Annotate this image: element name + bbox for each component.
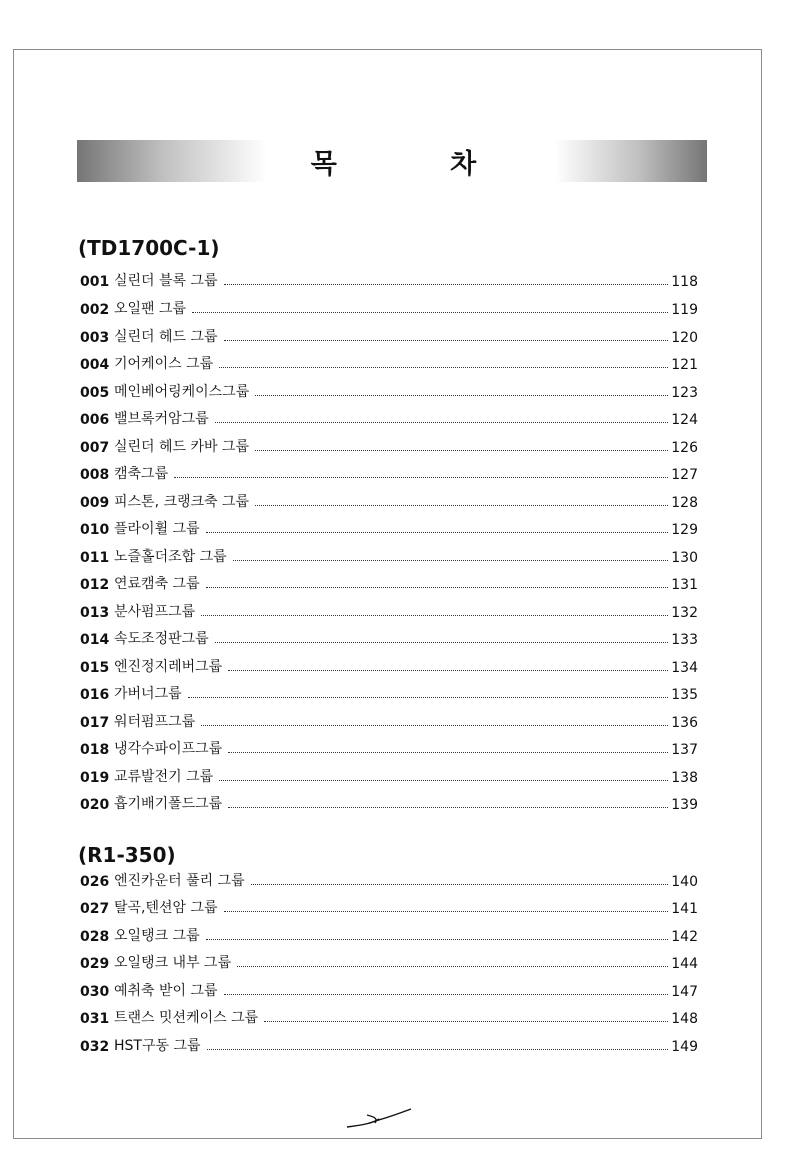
section-heading-td1700c: (TD1700C-1): [78, 236, 220, 260]
entry-page: 119: [671, 302, 698, 318]
toc-entry[interactable]: [80, 1033, 698, 1055]
entry-number: 028: [80, 929, 110, 945]
entry-title: 실린더 헤드 그룹: [114, 329, 218, 345]
entry-title: 교류발전기 그룹: [114, 769, 214, 785]
entry-number: 030: [80, 984, 110, 1000]
entry-number: 008: [80, 467, 110, 483]
entry-title: 가버너그룹: [114, 686, 182, 702]
toc-entry[interactable]: [80, 571, 698, 593]
entry-title: 기어케이스 그룹: [114, 356, 214, 372]
entry-number: 004: [80, 357, 110, 373]
entry-title: 밸브록커암그룹: [114, 411, 209, 427]
entry-title: 오일탱크 내부 그룹: [114, 955, 232, 971]
entry-number: 007: [80, 440, 110, 456]
dot-leader: [224, 994, 669, 995]
toc-entry[interactable]: [80, 461, 698, 483]
entry-page: 137: [671, 742, 698, 758]
toc-entry[interactable]: [80, 626, 698, 648]
entry-number: 027: [80, 901, 110, 917]
entry-title: 속도조정판그룹: [114, 631, 209, 647]
entry-page: 132: [671, 605, 698, 621]
toc-entry[interactable]: [80, 599, 698, 621]
entry-title: 오일팬 그룹: [114, 301, 187, 317]
entry-title: 노즐홀더조합 그룹: [114, 549, 227, 565]
entry-number: 005: [80, 385, 110, 401]
entry-number: 019: [80, 770, 110, 786]
entry-number: 015: [80, 660, 110, 676]
dot-leader: [255, 395, 668, 396]
entry-title: 오일탱크 그룹: [114, 928, 200, 944]
entry-page: 139: [671, 797, 698, 813]
entry-page: 148: [671, 1011, 698, 1027]
entry-title: 분사펌프그룹: [114, 604, 196, 620]
entry-title: 엔진카운터 풀리 그룹: [114, 873, 245, 889]
dot-leader: [174, 477, 668, 478]
toc-entry[interactable]: [80, 764, 698, 786]
entry-title: 실린더 헤드 카바 그룹: [114, 439, 250, 455]
entry-page: 133: [671, 632, 698, 648]
signature-mark: [345, 1105, 415, 1131]
entry-title: 캠축그룹: [114, 466, 169, 482]
dot-leader: [224, 911, 669, 912]
entry-number: 003: [80, 330, 110, 346]
entry-number: 020: [80, 797, 110, 813]
toc-entry[interactable]: [80, 268, 698, 290]
toc-entry[interactable]: [80, 681, 698, 703]
toc-entry[interactable]: [80, 709, 698, 731]
entry-title: 트랜스 밋션케이스 그룹: [114, 1010, 259, 1026]
entry-page: 134: [671, 660, 698, 676]
toc-entry[interactable]: [80, 978, 698, 1000]
section-heading-r1-350: (R1-350): [78, 843, 176, 867]
dot-leader: [264, 1021, 668, 1022]
toc-entry[interactable]: [80, 516, 698, 538]
dot-leader: [219, 780, 668, 781]
entry-title: 냉각수파이프그룹: [114, 741, 223, 757]
entry-number: 032: [80, 1039, 110, 1055]
entry-number: 001: [80, 274, 110, 290]
dot-leader: [206, 587, 669, 588]
dot-leader: [255, 450, 668, 451]
page-title: 목 차: [310, 149, 529, 180]
entry-page: 121: [671, 357, 698, 373]
entry-page: 130: [671, 550, 698, 566]
page-frame: [13, 49, 762, 1139]
entry-title: 워터펌프그룹: [114, 714, 196, 730]
toc-entry[interactable]: [80, 923, 698, 945]
entry-page: 124: [671, 412, 698, 428]
dot-leader: [201, 725, 668, 726]
entry-page: 149: [671, 1039, 698, 1055]
entry-number: 016: [80, 687, 110, 703]
toc-entry[interactable]: [80, 544, 698, 566]
dot-leader: [206, 532, 669, 533]
entry-number: 009: [80, 495, 110, 511]
entry-number: 026: [80, 874, 110, 890]
toc-entry[interactable]: [80, 351, 698, 373]
entry-page: 135: [671, 687, 698, 703]
dot-leader: [207, 1049, 669, 1050]
dot-leader: [206, 939, 669, 940]
entry-title: 연료캠축 그룹: [114, 576, 200, 592]
entry-number: 014: [80, 632, 110, 648]
entry-number: 029: [80, 956, 110, 972]
entry-page: 123: [671, 385, 698, 401]
entry-title: 엔진정지레버그룹: [114, 659, 223, 675]
entry-page: 141: [671, 901, 698, 917]
entry-number: 012: [80, 577, 110, 593]
dot-leader: [224, 340, 669, 341]
dot-leader: [215, 642, 669, 643]
dot-leader: [219, 367, 668, 368]
dot-leader: [192, 312, 668, 313]
entry-title: 탈곡,텐션암 그룹: [114, 900, 218, 916]
toc-entry[interactable]: [80, 736, 698, 758]
entry-page: 144: [671, 956, 698, 972]
toc-entry[interactable]: [80, 406, 698, 428]
entry-title: 예취축 받이 그룹: [114, 983, 218, 999]
dot-leader: [233, 560, 669, 561]
entry-page: 131: [671, 577, 698, 593]
dot-leader: [215, 422, 669, 423]
entry-title: 플라이휠 그룹: [114, 521, 200, 537]
entry-number: 031: [80, 1011, 110, 1027]
entry-page: 128: [671, 495, 698, 511]
entry-page: 129: [671, 522, 698, 538]
entry-page: 120: [671, 330, 698, 346]
toc-entry[interactable]: [80, 791, 698, 813]
dot-leader: [228, 807, 668, 808]
toc-entry[interactable]: [80, 296, 698, 318]
entry-number: 002: [80, 302, 110, 318]
toc-entry[interactable]: [80, 324, 698, 346]
entry-page: 147: [671, 984, 698, 1000]
entry-page: 140: [671, 874, 698, 890]
entry-page: 126: [671, 440, 698, 456]
entry-number: 017: [80, 715, 110, 731]
dot-leader: [224, 284, 669, 285]
toc-entry[interactable]: [80, 1005, 698, 1027]
toc-entry[interactable]: [80, 950, 698, 972]
toc-entry[interactable]: [80, 868, 698, 890]
dot-leader: [228, 670, 668, 671]
toc-entry[interactable]: [80, 489, 698, 511]
entry-title: HST구동 그룹: [114, 1038, 201, 1054]
dot-leader: [251, 884, 669, 885]
entry-page: 138: [671, 770, 698, 786]
dot-leader: [201, 615, 668, 616]
toc-entry[interactable]: [80, 895, 698, 917]
entry-number: 018: [80, 742, 110, 758]
entry-title: 흡기배기폴드그룹: [114, 796, 223, 812]
dot-leader: [255, 505, 668, 506]
toc-entry[interactable]: [80, 379, 698, 401]
entry-page: 136: [671, 715, 698, 731]
entry-page: 127: [671, 467, 698, 483]
entry-number: 010: [80, 522, 110, 538]
entry-title: 피스톤, 크랭크축 그룹: [114, 494, 250, 510]
entry-page: 118: [671, 274, 698, 290]
entry-number: 013: [80, 605, 110, 621]
toc-entry[interactable]: [80, 434, 698, 456]
entry-title: 메인베어링케이스그룹: [114, 384, 250, 400]
dot-leader: [237, 966, 668, 967]
entry-number: 006: [80, 412, 110, 428]
entry-number: 011: [80, 550, 110, 566]
entry-page: 142: [671, 929, 698, 945]
toc-entry[interactable]: [80, 654, 698, 676]
dot-leader: [188, 697, 669, 698]
dot-leader: [228, 752, 668, 753]
entry-title: 실린더 블록 그룹: [114, 273, 218, 289]
